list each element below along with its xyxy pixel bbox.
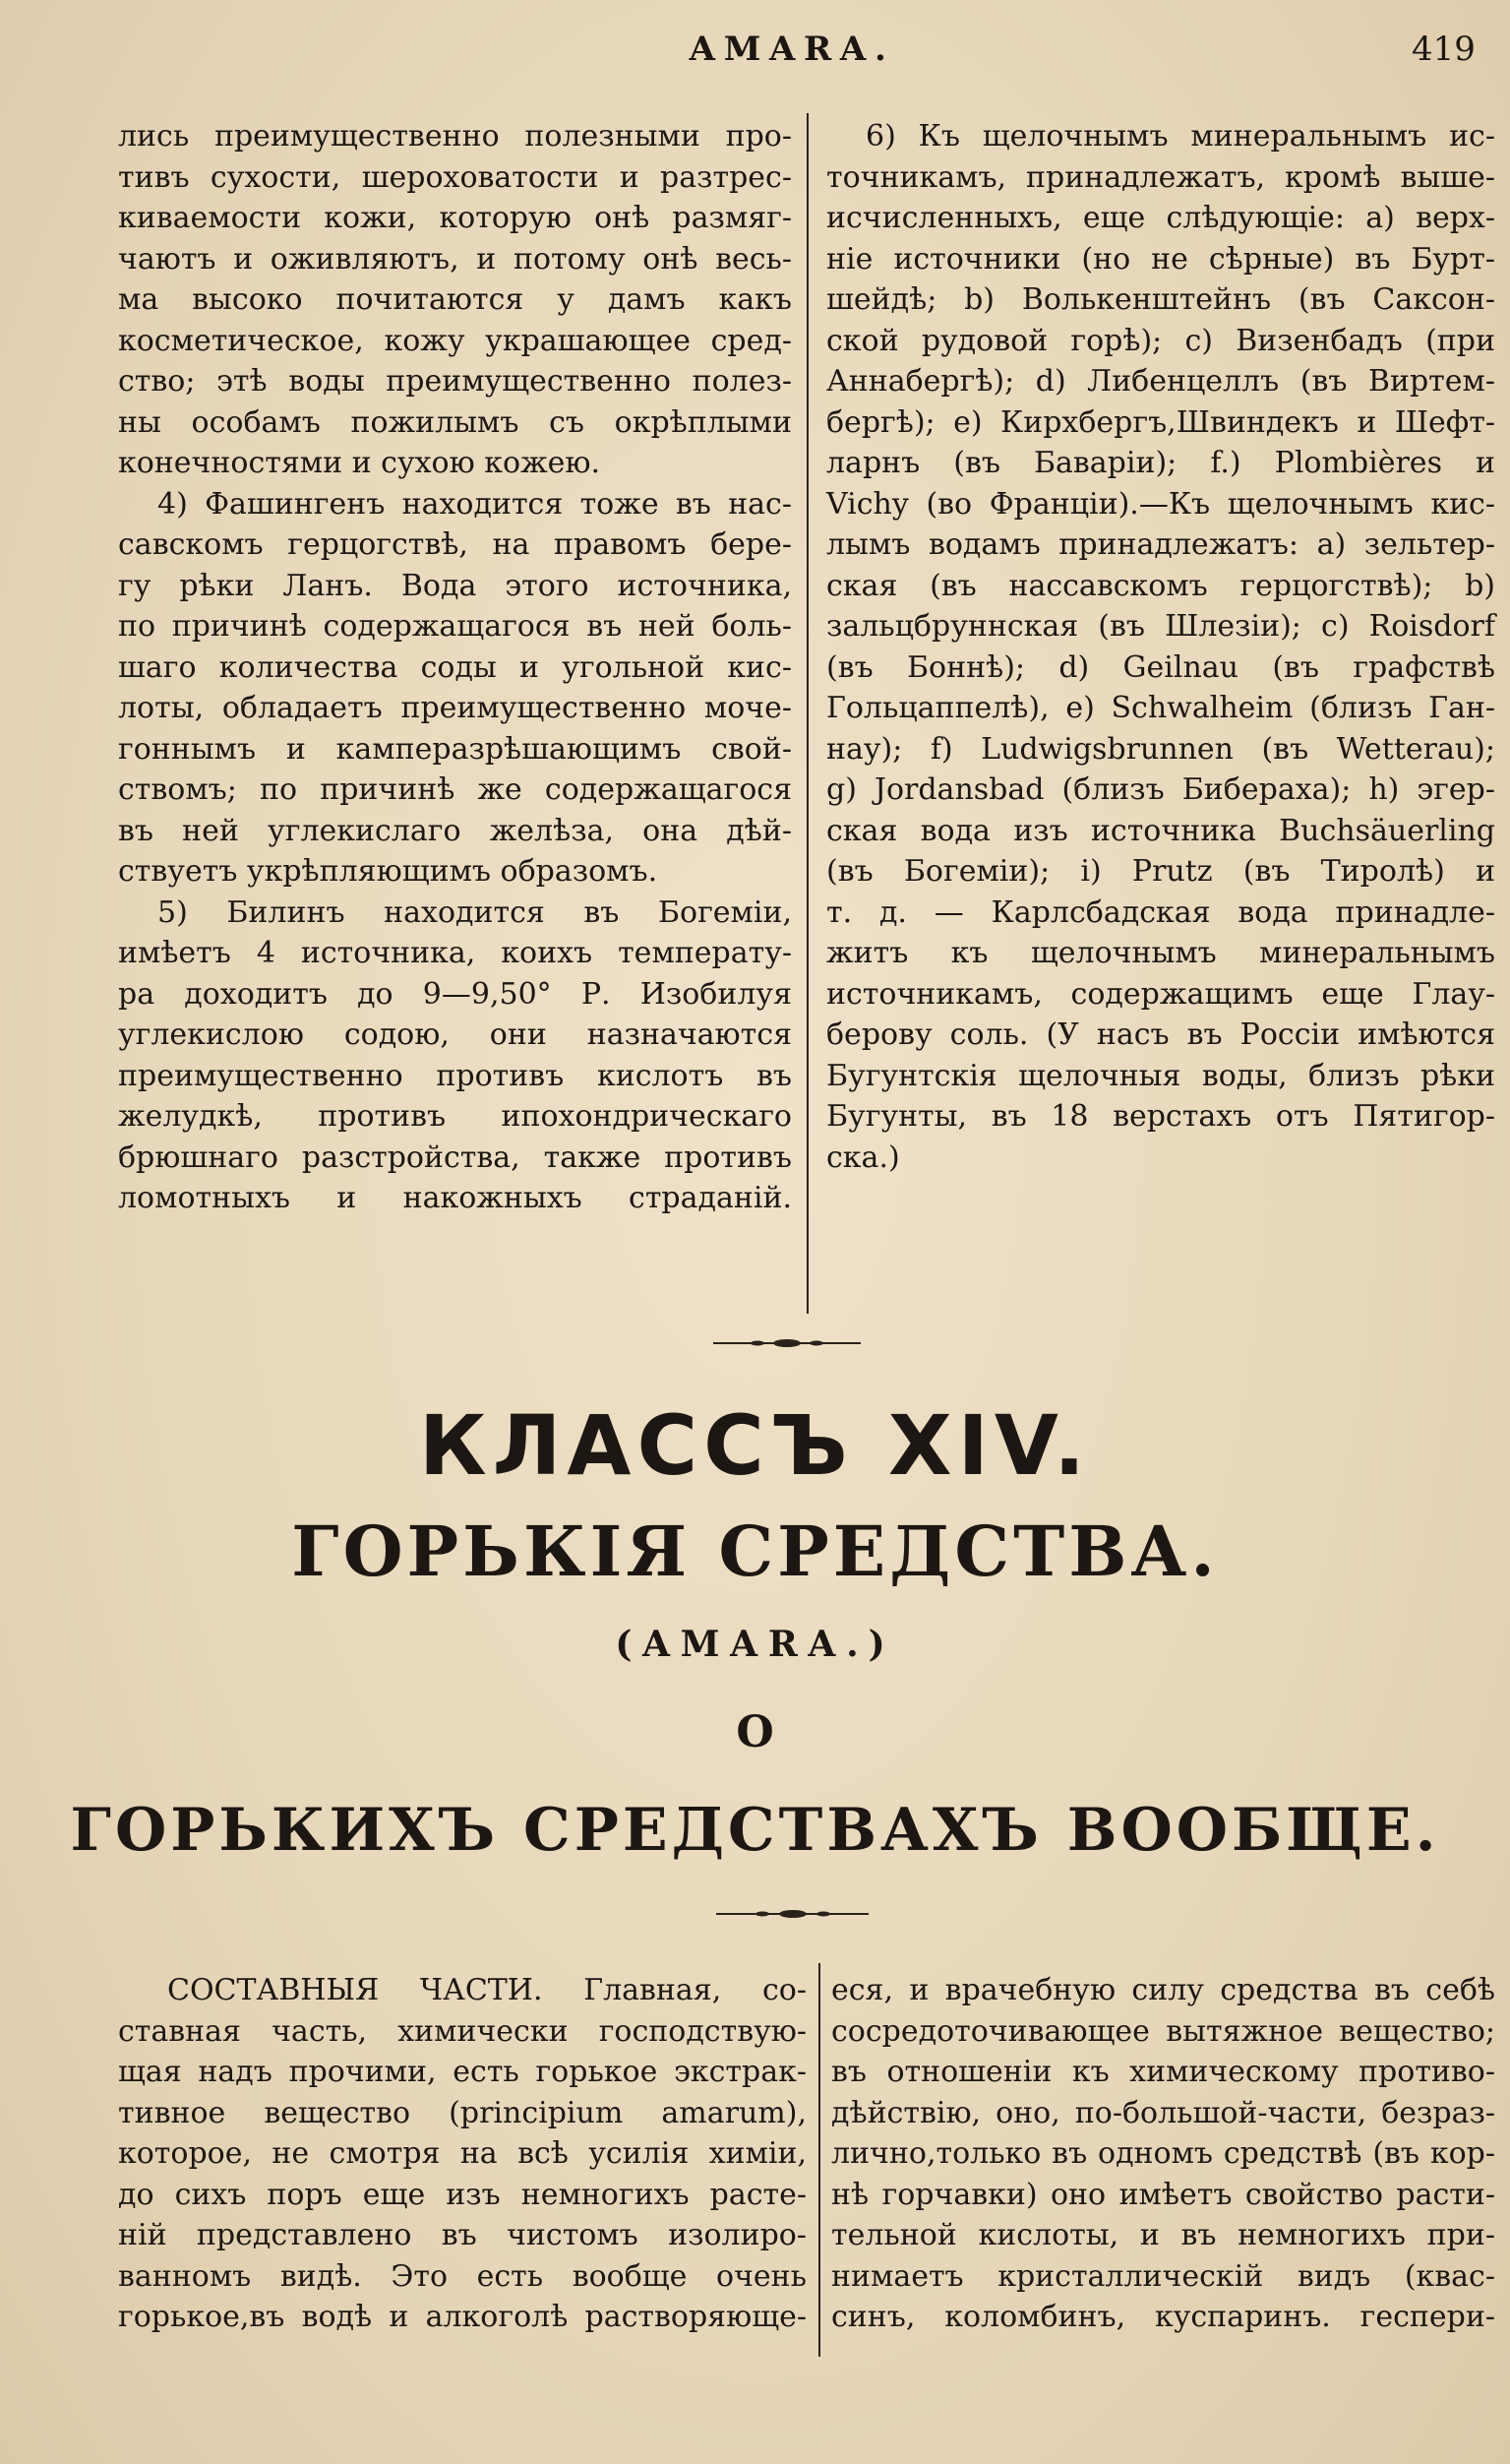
text-line: киваемости кожи, которую онѣ размяг- <box>118 201 792 235</box>
text-line: тивъ сухости, шероховатости и разтрес- <box>118 159 792 195</box>
text-line: житъ къ щелочнымъ минеральнымъ <box>826 936 1495 970</box>
text-line: углекислою содою, они назначаются <box>118 1017 792 1052</box>
bottom-left-column <box>118 1970 807 2338</box>
running-title: АМАRА. <box>689 30 894 69</box>
text-line: тивное вещество (principium amarum), <box>118 2095 807 2130</box>
text-line: Бугунты, въ 18 верстахъ отъ Пятигор- <box>826 1099 1495 1134</box>
text-line: которое, не смотря на всѣ усилія химіи, <box>118 2136 807 2171</box>
text-line: ской рудовой горѣ); c) Визенбадъ (при <box>826 323 1495 358</box>
ornamental-rule <box>716 1909 869 1919</box>
top-right-column <box>826 116 1495 1178</box>
bottom-right-column <box>831 1970 1495 2338</box>
text-line: косметическое, кожу украшающее сред- <box>118 323 792 358</box>
text-line: 4) Фашингенъ находится тоже въ нас- <box>157 486 792 522</box>
text-line: нѣ горчавки) оно имѣетъ свойство расти- <box>831 2177 1495 2212</box>
text-line: ство; этѣ воды преимущественно полез- <box>118 364 792 399</box>
text-line: желудкѣ, противъ ипохондрическаго <box>118 1099 792 1134</box>
preposition-heading: О <box>736 1707 774 1757</box>
text-line: Vichy (во Франціи).—Къ щелочнымъ кис- <box>826 486 1495 522</box>
text-line: 5) Билинъ находится въ Богеміи, <box>157 894 792 930</box>
text-line: лымъ водамъ принадлежатъ: a) зельтер- <box>826 527 1495 562</box>
text-line: лоты, обладаетъ преимущественно моче- <box>118 691 792 725</box>
text-line: источникамъ, содержащимъ еще Глау- <box>826 976 1495 1012</box>
text-line: лично,только въ одномъ средствѣ (въ кор- <box>831 2136 1495 2171</box>
text-line: гоннымъ и камперазрѣшающимъ свой- <box>118 731 792 767</box>
text-line: лись преимущественно полезными про- <box>118 119 792 154</box>
text-line: въ ней углекислаго желѣза, она дѣй- <box>118 813 792 848</box>
text-line: еся, и врачебную силу средства въ себѣ <box>831 1973 1495 2007</box>
text-line: ская (въ нассавскомъ герцогствѣ); b) <box>826 568 1495 603</box>
text-line: бергѣ); e) Кирхбергъ,Швиндекъ и Шефт- <box>826 404 1495 440</box>
text-line: преимущественно противъ кислотъ въ <box>118 1058 792 1093</box>
column-divider <box>807 113 809 1314</box>
text-line: ска.) <box>826 1140 900 1175</box>
text-line: Бугунтскія щелочныя воды, близъ рѣки <box>826 1058 1495 1093</box>
text-line: ніе источники (но не сѣрные) въ Бурт- <box>826 241 1495 277</box>
text-line: ская вода изъ источника Buchsäuerling <box>826 813 1495 848</box>
text-line: шаго количества соды и угольной кис- <box>118 649 792 685</box>
text-line: исчисленныхъ, еще слѣдующіе: a) верх- <box>826 201 1495 235</box>
text-line: т. д. — Карлсбадская вода принадле- <box>826 894 1495 930</box>
text-line: (въ Богеміи); i) Prutz (въ Тиролѣ) и <box>826 854 1495 889</box>
text-line: конечностями и сухою кожею. <box>118 446 601 480</box>
text-line: въ отношеніи къ химическому противо- <box>831 2055 1495 2089</box>
text-line: дѣйствію, оно, по-большой-части, безраз- <box>831 2095 1495 2130</box>
column-divider <box>818 1963 820 2357</box>
text-line: ра доходитъ до 9—9,50° Р. Изобилуя <box>118 976 792 1012</box>
text-line: савскомъ герцогствѣ, на правомъ бере- <box>118 527 792 562</box>
top-left-column <box>118 116 792 1219</box>
text-line: ствуетъ укрѣпляющимъ образомъ. <box>118 854 658 889</box>
text-line: чаютъ и оживляютъ, и потому онѣ весь- <box>118 241 792 277</box>
text-line: ставная часть, химически господствую- <box>118 2013 807 2049</box>
text-line: сосредоточивающее вытяжное вещество; <box>831 2013 1495 2049</box>
text-line: брюшнаго разстройства, также противъ <box>118 1140 792 1175</box>
text-line: зальцбруннская (въ Шлезіи); c) Roisdorf <box>826 609 1495 644</box>
text-line: до сихъ поръ еще изъ немногихъ расте- <box>118 2177 807 2212</box>
text-line: Гольцаппелѣ), e) Schwalheim (близъ Ган- <box>826 691 1495 725</box>
text-line: ны особамъ пожилымъ съ окрѣплыми <box>118 404 792 440</box>
text-line: гу рѣки Ланъ. Вода этого источника, <box>118 568 792 603</box>
latin-title: (АМАRА.) <box>615 1624 895 1665</box>
text-line: щая надъ прочими, есть горькое экстрак- <box>118 2055 807 2089</box>
chapter-subtitle: ГОРЬКИХЪ СРЕДСТВАХЪ ВООБЩЕ. <box>70 1796 1440 1865</box>
text-line: берову соль. (У насъ въ Россіи имѣются <box>826 1017 1495 1052</box>
text-line: ній представлено въ чистомъ изолиро- <box>118 2218 807 2252</box>
page-number: 419 <box>1412 30 1476 69</box>
text-line: ларнъ (въ Баваріи); f.) Plombières и <box>826 446 1495 480</box>
text-line: синъ, коломбинъ, куспаринъ. геспери- <box>831 2300 1495 2334</box>
text-line: Аннабергѣ); d) Либенцеллъ (въ Виртем- <box>826 364 1495 399</box>
text-line: g) Jordansbad (близъ Бибераха); h) эгер- <box>826 772 1495 807</box>
text-line: ломотныхъ и накожныхъ страданій. <box>118 1181 792 1215</box>
text-line: тельной кислоты, и въ немногихъ при- <box>831 2218 1495 2252</box>
text-line: нау); f) Ludwigsbrunnen (въ Wetterau); <box>826 731 1495 767</box>
text-line: шейдѣ; b) Волькенштейнъ (въ Саксон- <box>826 282 1495 317</box>
class-title: КЛАССЪ XIV. <box>419 1397 1091 1494</box>
text-line: ствомъ; по причинѣ же содержащагося <box>118 772 792 807</box>
section-title: ГОРЬКІЯ СРЕДСТВА. <box>291 1510 1219 1592</box>
ornamental-rule <box>713 1338 861 1348</box>
text-line: точникамъ, принадлежатъ, кромѣ выше- <box>826 159 1495 195</box>
text-line: по причинѣ содержащагося въ ней боль- <box>118 609 792 644</box>
running-header <box>0 30 1510 79</box>
text-line: 6) Къ щелочнымъ минеральнымъ ис- <box>866 119 1495 154</box>
text-line: ма высоко почитаются у дамъ какъ <box>118 282 792 317</box>
text-line: СОСТАВНЫЯ ЧАСТИ. Главная, со- <box>167 1973 807 2007</box>
text-line: (въ Боннѣ); d) Geilnau (въ графствѣ <box>826 649 1495 685</box>
text-line: имѣетъ 4 источника, коихъ температу- <box>118 936 792 970</box>
text-line: ванномъ видѣ. Это есть вообще очень <box>118 2258 807 2294</box>
text-line: горькое,въ водѣ и алкоголѣ растворяюще- <box>118 2300 807 2334</box>
text-line: нимаетъ кристаллическій видъ (квас- <box>831 2258 1495 2294</box>
